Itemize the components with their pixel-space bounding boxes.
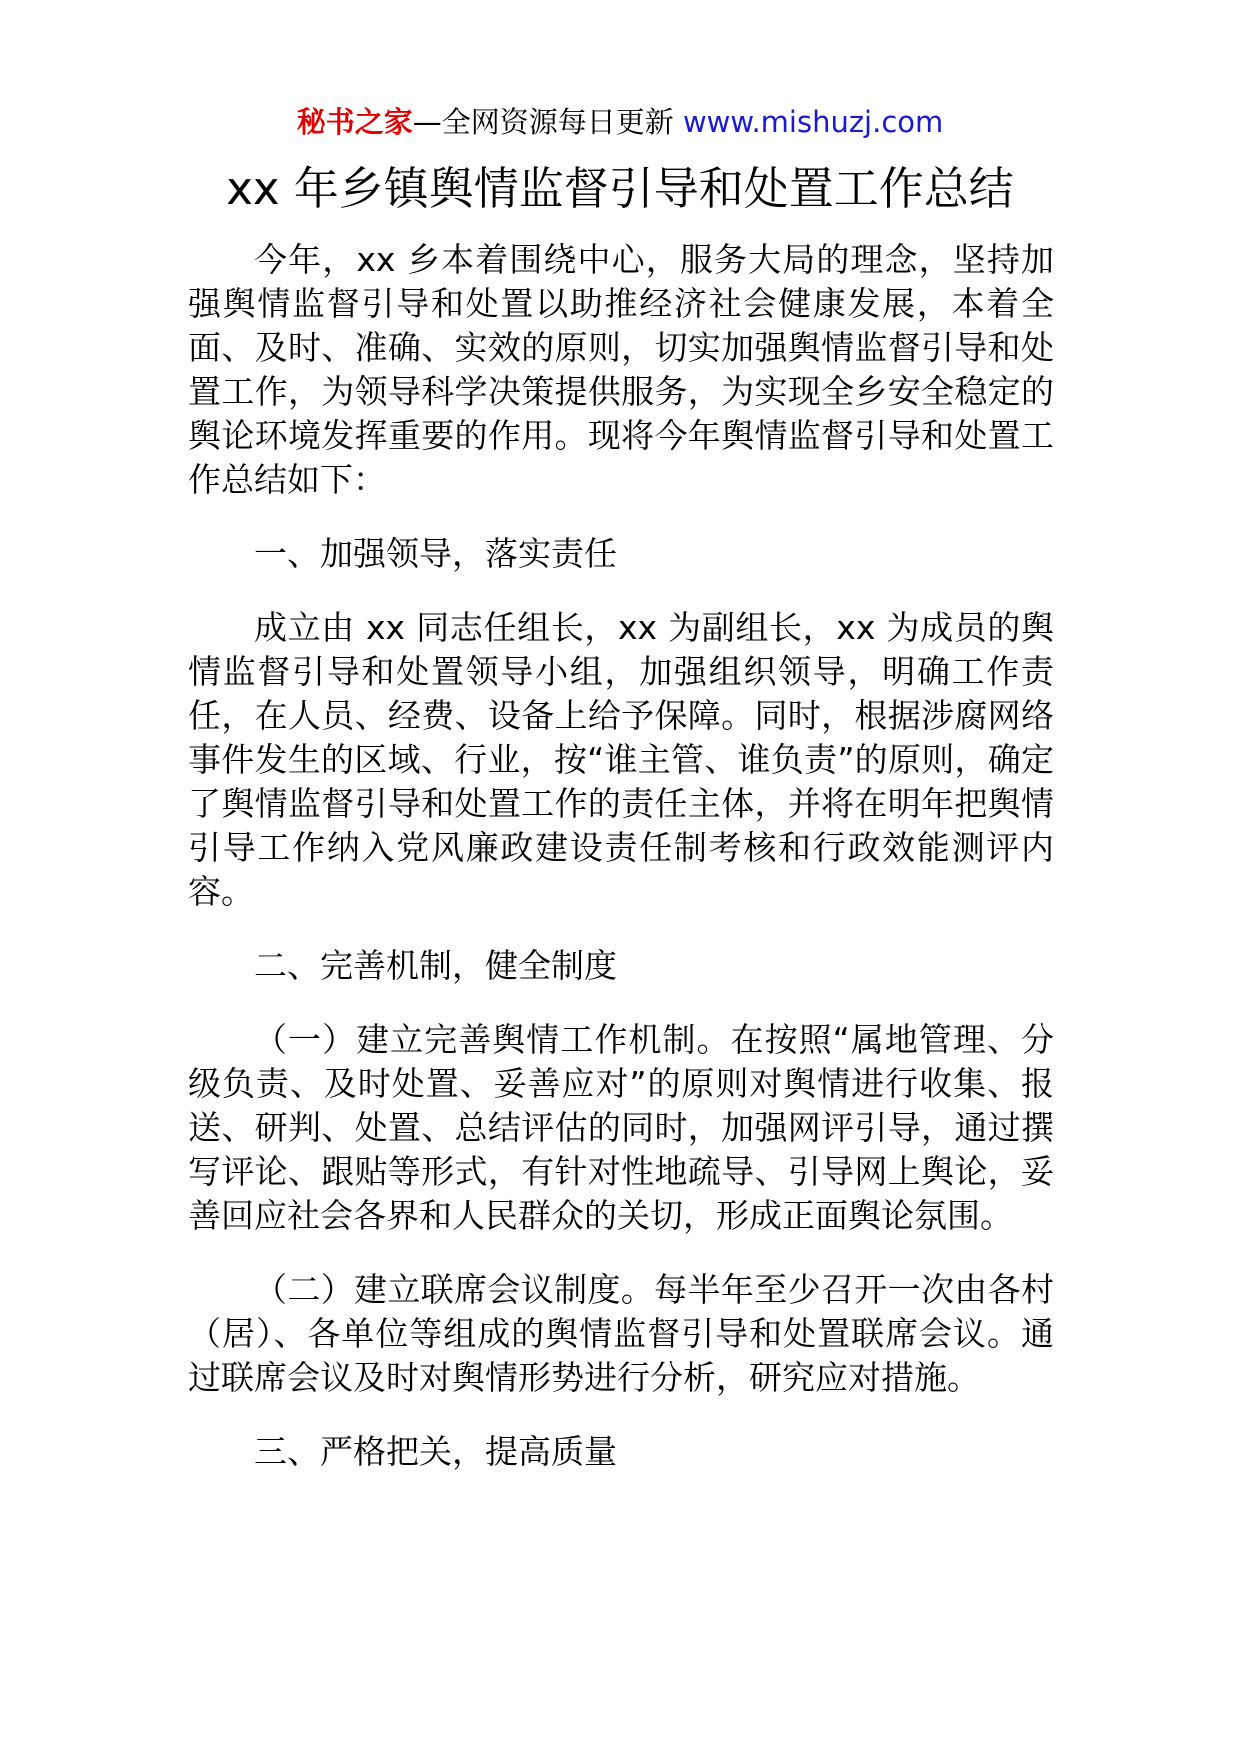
banner-slogan: —全网资源每日更新 — [412, 105, 674, 139]
site-url-link[interactable]: www.mishuzj.com — [682, 105, 944, 139]
section-3-heading: 三、严格把关，提高质量 — [254, 1432, 617, 1471]
intro-paragraph: 今年，xx 乡本着围绕中心，服务大局的理念，坚持加强舆情监督引导和处置以助推经济社会健康发展，本着全面、及时、准确、实效的原则，切实加强舆情监督引导和处置工作，为领导科学决策提供服务，为实现全乡安全稳定的舆论环境发挥重要的作用。现将今年舆情监督引导和处置工作总结如下： — [188, 240, 1054, 499]
section-1-heading: 一、加强领导，落实责任 — [254, 534, 617, 573]
section-2-heading: 二、完善机制，健全制度 — [254, 946, 617, 985]
section-2-item-1-paragraph: （一）建立完善舆情工作机制。在按照“属地管理、分级负责、及时处置、妥善应对”的原则对舆情进行收集、报送、研判、处置、总结评估的同时，加强网评引导，通过撰写评论、跟贴等形式，有针对性地疏导、引导网上舆论，妥善回应社会各界和人民群众的关切，形成正面舆论氛围。 — [188, 1020, 1054, 1235]
brand-name: 秘书之家 — [296, 105, 413, 139]
document-body — [188, 238, 1054, 1504]
document-title: xx 年乡镇舆情监督引导和处置工作总结 — [226, 162, 1014, 215]
site-banner — [0, 100, 1240, 144]
section-1-paragraph: 成立由 xx 同志任组长，xx 为副组长，xx 为成员的舆情监督引导和处置领导小组，加强组织领导，明确工作责任，在人员、经费、设备上给予保障。同时，根据涉腐网络事件发生的区域、行业，按“谁主管、谁负责”的原则，确定了舆情监督引导和处置工作的责任主体，并将在明年把舆情引导工作纳入党风廉政建设责任制考核和行政效能测评内容。 — [188, 608, 1054, 911]
section-2-item-2-paragraph: （二）建立联席会议制度。每半年至少召开一次由各村（居）、各单位等组成的舆情监督引导和处置联席会议。通过联席会议及时对舆情形势进行分析，研究应对措施。 — [188, 1270, 1054, 1397]
